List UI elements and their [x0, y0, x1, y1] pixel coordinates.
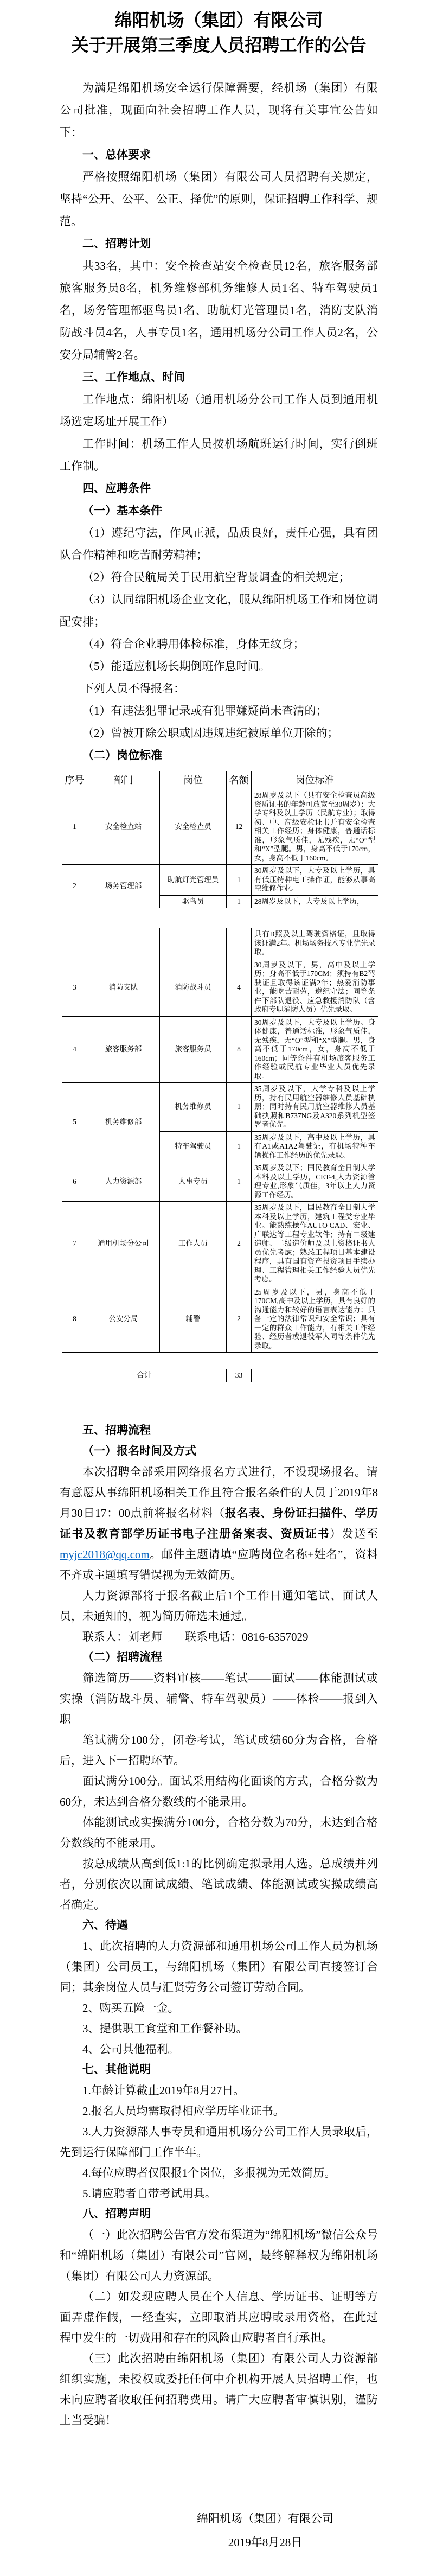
text-run: 本次招聘全部采用网络报名方式进行，不设现场报名。请有意愿从事绵阳机场相关工作且符合报名条件的人员于2019年8月30日17：00点前将报名材料（	[60, 1465, 378, 1520]
table-cell: 33	[227, 1369, 252, 1382]
table-cell: 人事专员	[160, 1162, 227, 1202]
table-cell: 人力资源部	[87, 1162, 160, 1202]
table-header-row	[62, 771, 378, 789]
position-table-segment-2	[62, 928, 378, 1353]
paragraph: 共33名，其中：安全检查站安全检查员12名，旅客服务部旅客服务员8名，机务维修部机务维修人员1名、特车驾驶员1名，场务管理部驱鸟员1名、助航灯光管理员1名，消防支队消防战斗员4名，人事专员1名，通用机场分公司工作人员2名，公安分局辅警2名。	[60, 259, 378, 361]
table-cell: 2	[62, 865, 87, 908]
table-row	[62, 789, 378, 865]
table-cell: 特车驾驶员	[160, 1131, 227, 1162]
table-cell: 合计	[62, 1369, 227, 1382]
paragraph: （一）此次招聘公告官方发布渠道为“绵阳机场”微信公众号和“绵阳机场（集团）有限公司”官网，最终解释权为绵阳机场（集团）有限公司人力资源部。	[60, 2228, 378, 2282]
table-cell	[252, 1369, 378, 1382]
section-heading: 一、总体要求	[82, 149, 151, 161]
table-cell: 5	[62, 1083, 87, 1162]
table-cell: 助航灯光管理员	[160, 865, 227, 896]
table-cell: 12	[227, 789, 252, 865]
table-cell: 公安分局	[87, 1286, 160, 1353]
table-cell: 驱鸟员	[160, 895, 227, 908]
paragraph: 按总成绩从高到低1:1的比例确定拟录用人选。总成绩并列者，分别依次以面试成绩、笔试成绩、体能测试或实操成绩高者确定。	[60, 1857, 378, 1911]
table-cell: 1	[227, 865, 252, 896]
table-row	[62, 1286, 378, 1353]
paragraph: 3、提供职工食堂和工作餐补助。	[82, 2022, 248, 2035]
table-cell: 机务维修部	[87, 1083, 160, 1162]
table-cell: 35周岁及以下，国民教育全日制大学本科及以上学历，建筑工程类专业毕业。能熟练操作AUTO CAD、宏业、广联达等工程专业软件；持有二级建造师、二级造价师及以上资格证书人员优先考虑；熟悉工程项目基本建设程序，具有国有资产投资项目手续办理、工程管理相关工作经验人员优先考虑。	[252, 1202, 378, 1286]
table-row	[62, 928, 378, 959]
table-cell: 消防战斗员	[160, 959, 227, 1016]
paragraph: 严格按照绵阳机场（集团）有限公司人员招聘有关规定，坚持“公开、公平、公正、择优”的原则，保证招聘工作科学、规范。	[60, 170, 378, 228]
section-heading: 七、其他说明	[82, 2063, 151, 2076]
table-cell: 1	[227, 1083, 252, 1132]
table-cell: 30周岁及以下，男，高中及以上学历；身高不低于170CM；须持有B2驾驶证且取得该证满2年；热爱消防事业，能吃苦耐劳，遵纪守法；同等条件下部队退役、应急救援消防队（含政府专职消防人员）优先录取。	[252, 959, 378, 1016]
table-row	[62, 1083, 378, 1132]
section-heading: 八、招聘声明	[82, 2207, 151, 2220]
paragraph: （2）曾被开除公职或因违规违纪被原单位开除的；	[82, 726, 339, 739]
paragraph: 4.每位应聘者仅限报1个岗位，多报视为无效简历。	[82, 2166, 336, 2179]
table-cell: 1	[227, 895, 252, 908]
table-cell: 旅客服务员	[160, 1016, 227, 1083]
paragraph: 5.请应聘者自带考试用具。	[82, 2186, 216, 2200]
paragraph: 筛选简历——资料审核——笔试——面试——体能测试或实操（消防战斗员、辅警、特车驾驶员）——体检——报到入职	[60, 1671, 378, 1726]
table-cell: 8	[62, 1286, 87, 1353]
paragraph: （3）认同绵阳机场企业文化，服从绵阳机场工作和岗位调配安排；	[60, 593, 378, 628]
table-cell: 2	[227, 1202, 252, 1286]
paragraph: 笔试满分100分，闭卷考试，笔试成绩60分为合格，合格后，进入下一招聘环节。	[60, 1733, 378, 1767]
paragraph: 体能测试或实操满分100分，合格分数为70分，未达到合格分数线的不能录用。	[60, 1815, 378, 1850]
table-cell: 3	[62, 959, 87, 1016]
signature-block	[178, 2507, 352, 2554]
page-title-line1: 绵阳机场（集团）有限公司	[114, 10, 323, 30]
table-row	[62, 1202, 378, 1286]
paragraph: 工作时间：机场工作人员按机场航班运行时间，实行倒班工作制。	[60, 437, 378, 473]
table-cell: 7	[62, 1202, 87, 1286]
table-row	[62, 959, 378, 1016]
signature-date: 2019年8月28日	[228, 2535, 303, 2549]
paragraph: 工作地点：绵阳机场（通用机场分公司工作人员到通用机场选定场址开展工作）	[60, 393, 378, 428]
table-cell: 4	[227, 959, 252, 1016]
signature-company: 绵阳机场（集团）有限公司	[197, 2511, 333, 2525]
document-body-top	[60, 77, 378, 767]
paragraph: 人力资源部将于报名截止后1个工作日通知笔试、面试人员，未通知的，视为简历筛选未通过。	[60, 1589, 378, 1623]
table-cell: 35周岁及以下，高中及以上学历，具有A1或A1A2驾驶证，有机场特种车辆操作工作经历的优先录取。	[252, 1131, 378, 1162]
table-cell: 场务管理部	[87, 865, 160, 908]
position-table-total	[62, 1369, 378, 1382]
table-cell: 1	[227, 1131, 252, 1162]
column-header: 序号	[62, 771, 87, 789]
column-header: 部门	[87, 771, 160, 789]
paragraph: 2.报名人员均需取得相应学历毕业证书。	[82, 2104, 285, 2118]
table-cell: 辅警	[160, 1286, 227, 1353]
paragraph: （1）有违法犯罪记录或有犯罪嫌疑尚未查清的；	[82, 704, 328, 717]
table-cell	[87, 928, 160, 959]
table-cell: 通用机场分公司	[87, 1202, 160, 1286]
paragraph: （二）如发现应聘人员在个人信息、学历证书、证明等方面弄虚作假，一经查实，立即取消其应聘或录用资格，在此过程中发生的一切费用和存在的风险由应聘者自行承担。	[60, 2290, 378, 2344]
table-cell: 30周岁及以下，大专及以上学历，具有低压特种电工操作证，能够从事高空维修作业。	[252, 865, 378, 896]
table-row	[62, 1016, 378, 1083]
position-table-segment-1	[62, 771, 378, 908]
paragraph: （4）符合企业聘用体检标准，身体无纹身；	[82, 637, 305, 651]
table-cell: 机务维修员	[160, 1083, 227, 1132]
paragraph: 联系人：刘老师 联系电话：0816-6357029	[82, 1630, 309, 1643]
paragraph: 下列人员不得报名：	[82, 682, 185, 695]
section-heading: （一）基本条件	[82, 505, 162, 517]
section-heading: （二）岗位标准	[82, 749, 162, 762]
table-cell: 消防支队	[87, 959, 160, 1016]
page-title-line2: 关于开展第三季度人员招聘工作的公告	[71, 35, 367, 55]
paragraph: 1.年龄计算截止2019年8月27日。	[82, 2083, 245, 2097]
document-title	[60, 8, 378, 58]
table-cell: 2	[227, 1286, 252, 1353]
table-cell: 6	[62, 1162, 87, 1202]
table-cell: 25周岁及以下，男，身高不低于170CM,高中及以上学历，具有良好的沟通能力和较好的语言表达能力；具备一定的法律常识和安全常识；具有一定的群众工作能力，有相关工作经验、经历者或退役军人同等条件优先录取。	[252, 1286, 378, 1353]
section-heading: 二、招聘计划	[82, 238, 151, 250]
table-cell: 具有B照及以上驾驶资格证，且取得该证满2年。机场场务技术专业优先录取。	[252, 928, 378, 959]
section-heading: 六、待遇	[82, 1918, 128, 1931]
table-cell: 安全检查站	[87, 789, 160, 865]
paragraph: 4、公司其他福利。	[82, 2042, 179, 2056]
paragraph: 面试满分100分。面试采用结构化面谈的方式，合格分数为60分，未达到合格分数线的不能录用。	[60, 1774, 378, 1808]
section-heading: 四、应聘条件	[82, 482, 151, 495]
table-cell	[62, 928, 87, 959]
paragraph	[60, 1462, 378, 1585]
table-cell: 35周岁及以下；国民教育全日制大学本科及以上学历，CET-4,人力资源管理专业,形象气质佳，3年以上人力资源工作经历。	[252, 1162, 378, 1202]
table-cell: 旅客服务部	[87, 1016, 160, 1083]
paragraph: 3.人力资源部人事专员和通用机场分公司工作人员录取后，先到运行保障部门工作半年。	[60, 2125, 378, 2159]
table-cell: 30周岁及以下，大专及以上学历。身体健康，普通话标准，形象气质佳，无残疾，无“O”型和“X”型腿。男，身高不低于170cm，女，身高不低于160cm；同等条件有机场旅客服务工作经验或民航专业毕业人员优先录取。	[252, 1016, 378, 1083]
text-run: 。邮件主题请填“应聘岗位名称+姓名”，资料不齐或主题填写错误视为无效简历。	[60, 1547, 378, 1582]
table-cell: 28周岁及以下，大专及以上学历，	[252, 895, 378, 908]
section-heading: （一）报名时间及方式	[82, 1444, 196, 1457]
table-row	[62, 1162, 378, 1202]
table-cell	[227, 928, 252, 959]
table-cell: 28周岁及以下（具有安全检查员高级资质证书的年龄可放宽至30周岁）；大学专科及以上学历（民航专业）；取得初、中、高级安检证书并有安全检查相关工作经历；身体健康，普通话标准，形象气质佳，无残疾，无“O”型和“X”型腿。男，身高不低于170cm，女，身高不低于160cm。	[252, 789, 378, 865]
table-cell: 工作人员	[160, 1202, 227, 1286]
section-heading: 五、招聘流程	[82, 1424, 151, 1437]
column-header: 岗位标准	[252, 771, 378, 789]
paragraph: 1、此次招聘的人力资源部和通用机场公司工作人员为机场（集团）公司员工，与绵阳机场（集团）有限公司直接签订合同；其余岗位人员与汇贤劳务公司签订劳动合同。	[60, 1939, 378, 1994]
bold-text-run: 报名表、身份证扫描件、学历证书及教育部学历证书电子注册备案表、资质证书	[60, 1506, 378, 1540]
table-cell: 安全检查员	[160, 789, 227, 865]
table-cell: 4	[62, 1016, 87, 1083]
paragraph: （2）符合民航局关于民用航空背景调查的相关规定；	[82, 571, 350, 584]
paragraph: 为满足绵阳机场安全运行保障需要，经机场（集团）有限公司批准，现面向社会招聘工作人员，现将有关事宜公告如下：	[60, 81, 378, 139]
document-body-bottom	[60, 1420, 378, 2431]
table-cell: 1	[62, 789, 87, 865]
paragraph: 2、购买五险一金。	[82, 2001, 179, 2014]
table-cell: 8	[227, 1016, 252, 1083]
table-cell	[160, 928, 227, 959]
table-cell: 1	[227, 1162, 252, 1202]
email-link[interactable]: myjc2018@qq.com	[60, 1547, 150, 1561]
paragraph: （5）能适应机场长期倒班作息时间。	[82, 660, 271, 673]
paragraph: （三）此次招聘由绵阳机场（集团）有限公司人力资源部组织实施，未授权或委托任何中介机构开展人员招聘工作，也未向应聘者收取任何招聘费用。请广大应聘者审慎识别，谨防上当受骗！	[60, 2351, 378, 2427]
table-cell: 35周岁及以下，大学专科及以上学历，持有民用航空器维修人员基础执照；同时持有民用航空器维修人员基础执照和B737NG及A320系列机型签署者优先。	[252, 1083, 378, 1132]
text-run: ）发送至	[330, 1527, 378, 1540]
document-content	[0, 8, 430, 2554]
section-heading: 三、工作地点、时间	[82, 371, 185, 384]
column-header: 岗位	[160, 771, 227, 789]
table-row	[62, 865, 378, 896]
column-header: 名额	[227, 771, 252, 789]
section-heading: （二）招聘流程	[82, 1650, 162, 1663]
table-row	[62, 1369, 378, 1382]
paragraph: （1）遵纪守法，作风正派，品质良好，责任心强，具有团队合作精神和吃苦耐劳精神；	[60, 526, 378, 562]
